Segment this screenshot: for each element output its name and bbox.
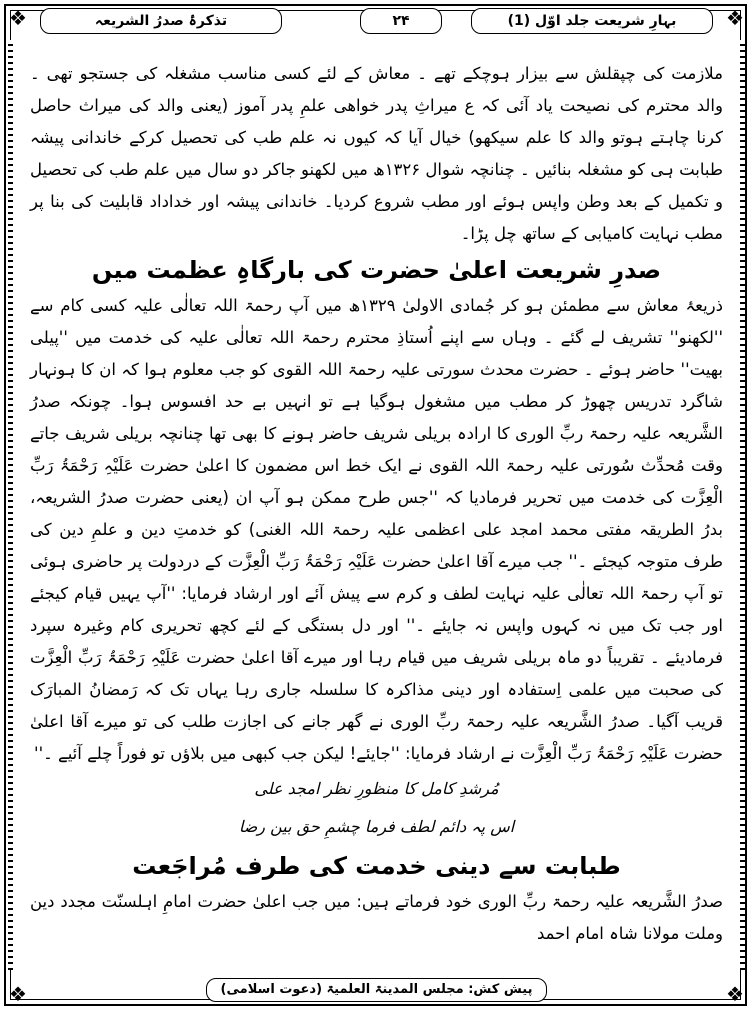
- footer-publisher: پیش کش: مجلس المدینۃ العلمیۃ (دعوت اسلامی): [206, 978, 548, 1002]
- ornament-top-right-icon: ❖: [726, 6, 744, 30]
- page-number: ۲۴: [360, 8, 442, 34]
- header-chapter-title: تذکرۂ صدرُ الشریعہ: [40, 8, 282, 34]
- border-pattern-left: [8, 40, 13, 970]
- section-heading-2: طبابت سے دینی خدمت کی طرف مُراجَعت: [132, 852, 621, 880]
- paragraph-main: ذریعۂ معاش سے مطمئن ہو کر جُمادی الاولیٰ ۱۳۲۹ھ میں آپ رحمۃ اللہ تعالٰی علیہ کسی کام سے ''لکھنو'' تشریف لے گئے ۔ وہاں سے اپنے اُستاذِ محترم رحمۃ اللہ تعالٰی علیہ کی خدمت میں ''پیلی بھیت'' حاضر ہوئے ۔ حضرت محدث سورتی علیہ رحمۃ اللہ القوی کو جب معلوم ہوا کہ ان کا ہونہار شاگرد تدریس چھوڑ کر مطب میں مشغول ہوگیا ہے تو انہیں بے حد افسوس ہوا۔ چونکہ صدرُ الشَّریعہ علیہ رحمۃ ربِّ الوری کا ارادہ بریلی شریف حاضر ہونے کا بھی تھا چنانچہ بریلی شریف جاتے وقت مُحدِّث سُورتی علیہ رحمۃ اللہ القوی نے ایک خط اس مضمون کا اعلیٰ حضرت عَلَیْہِ رَحْمَۃُ رَبِّ الْعِزَّت کی خدمت میں تحریر فرمادیا کہ ''جس طرح ممکن ہو آپ ان (یعنی حضرت صدرُ الشریعہ، بدرُ الطریقہ مفتی محمد امجد علی اعظمی علیہ رحمۃ اللہ الغنی) کو خدمتِ دین و علمِ دین کی طرف متوجہ کیجئے ۔'' جب میرے آقا اعلیٰ حضرت عَلَیْہِ رَحْمَۃُ رَبِّ الْعِزَّت کے دردولت پر حاضری ہوئی تو آپ رحمۃ اللہ تعالٰی علیہ نہایت لطف و کرم سے پیش آئے اور ارشاد فرمایا: ''آپ یہیں قیام کیجئے اور جب تک میں نہ کہوں واپس نہ جایئے ۔'' اور دل بستگی کے لئے کچھ تحریری کام وغیرہ سپرد فرمادیئے ۔ تقریباً دو ماہ بریلی شریف میں قیام رہا اور میرے آقا اعلیٰ حضرت عَلَیْہِ رَحْمَۃُ رَبِّ الْعِزَّت کی صحبت میں علمی اِستفادہ اور دینی مذاکرہ کا سلسلہ جاری رہا یہاں تک کہ رَمضانُ المبارَک قریب آگیا۔ صدرُ الشَّریعہ علیہ رحمۃ ربِّ الوری نے گھر جانے کی اجازت طلب کی تو میرے آقا اعلیٰ حضرت عَلَیْہِ رَحْمَۃُ رَبِّ الْعِزَّت نے ارشاد فرمایا: ''جایئے! لیکن جب کبھی میں بلاؤں تو فوراً چلے آئیے ۔'': [30, 296, 723, 763]
- border-pattern-right: [740, 40, 745, 970]
- ornament-bottom-left-icon: ❖: [9, 982, 27, 1006]
- ornament-top-left-icon: ❖: [9, 6, 27, 30]
- header-book-title: بہارِ شریعت جلد اوّل (1): [471, 8, 713, 34]
- page-body: [30, 58, 723, 950]
- paragraph-intro: ملازمت کی چپقلش سے بیزار ہوچکے تھے ۔ معاش کے لئے کسی مناسب مشغلہ کی جستجو تھی ۔ والد محترم کی نصیحت یاد آئی کہ ع میراثِ پدر خواھی علمِ پدر آموز (یعنی والد کی میراث حاصل کرنا چاہتے ہوتو والد کا علم سیکھو) خیال آیا کہ کیوں نہ علم طب کی تحصیل کرکے خاندانی پیشہ طبابت ہی کو مشغلہ بنائیں ۔ چنانچہ شوال ۱۳۲۶ھ میں لکھنو جاکر دو سال میں علم طب کی تحصیل و تکمیل کے بعد وطن واپس ہوئے اور مطب شروع کردیا۔ خاندانی پیشہ اور خداداد قابلیت کی بنا پر مطب نہایت کامیابی کے ساتھ چل پڑا۔: [30, 64, 724, 243]
- page-footer: [0, 978, 753, 1004]
- section-heading-1: صدرِ شریعت اعلیٰ حضرت کی بارگاہِ عظمت میں: [91, 256, 662, 284]
- ornament-bottom-right-icon: ❖: [726, 982, 744, 1006]
- poem-line-1: مُرشدِ کامل کا منظورِ نظر امجد علی: [254, 779, 499, 798]
- paragraph-last: صدرُ الشَّریعہ علیہ رحمۃ ربِّ الوری خود فرماتے ہیں: میں جب اعلیٰ حضرت امامِ اہلسنّت مجدد دین وملت مولانا شاہ امام احمد: [30, 892, 723, 943]
- poem-line-2: اس پہ دائم لطف فرما چشمِ حق بین رضا: [238, 817, 515, 836]
- page-header: [40, 8, 713, 34]
